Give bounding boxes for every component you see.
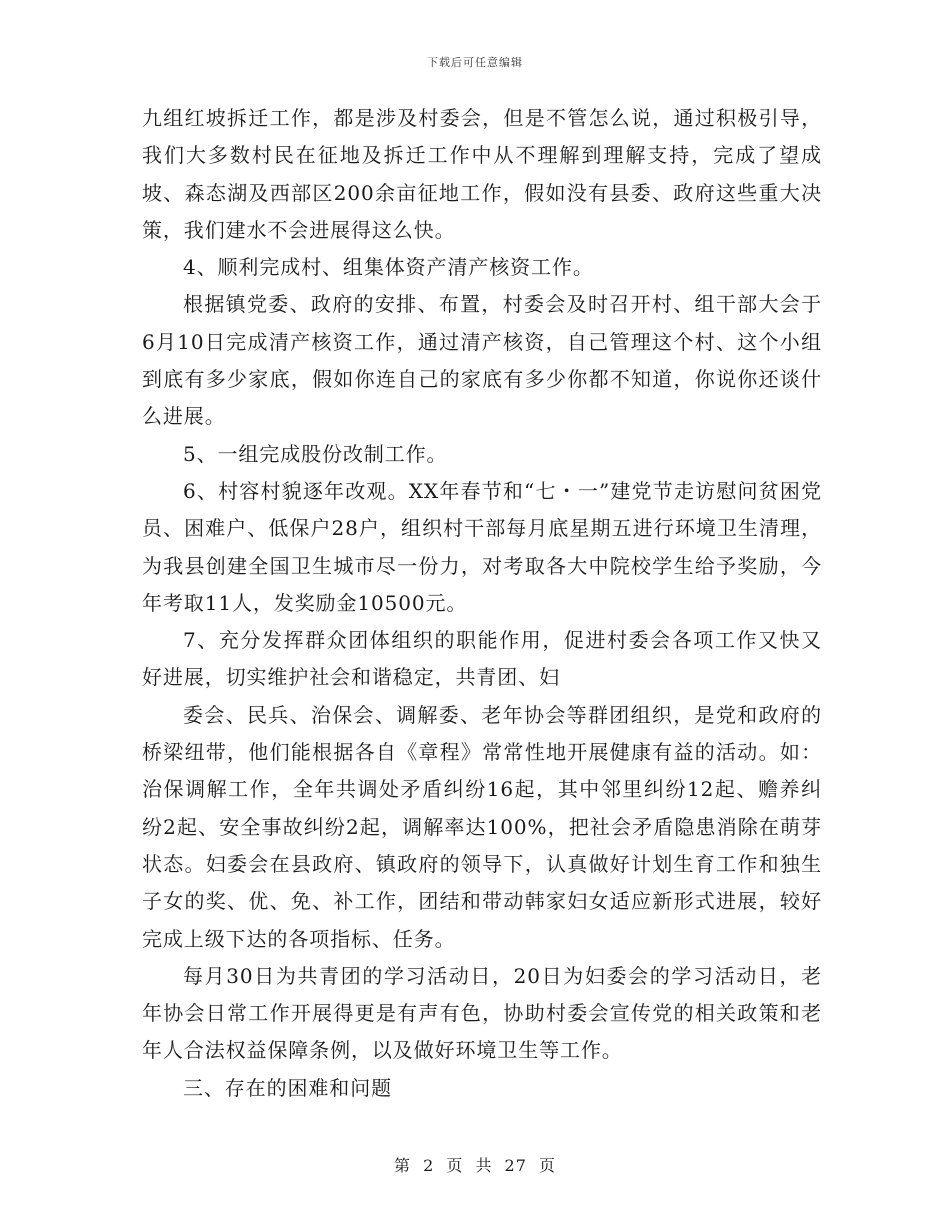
paragraph-2: 4、顺利完成村、组集体资产清产核资工作。 xyxy=(183,255,594,280)
section-heading: 三、存在的困难和问题 xyxy=(183,1075,392,1100)
paragraph-7: 委会、民兵、治保会、调解委、老年协会等群团组织，是党和政府的桥梁纽带，他们能根据各自《章程》常常性地开展健康有益的活动。如：治保调解工作，全年共调处矛盾纠纷16起，其中邻里纠纷12起、赡养纠纷2起、安全事故纠纷2起，调解率达100%，把社会矛盾隐患消除在萌芽状态。妇委会在县政府、镇政府的领导下，认真做好计划生育工作和独生子女的奖、优、免、补工作，团结和带动韩家妇女适应新形式进展，较好完成上级下达的各项指标、任务。 xyxy=(142,702,822,951)
paragraph-3: 根据镇党委、政府的安排、布置，村委会及时召开村、组干部大会于6月10日完成清产核资工作，通过清产核资，自己管理这个村、这个小组到底有多少家底，假如你连自己的家底有多少你都不知道，你说你还谈什么进展。 xyxy=(142,292,822,429)
paragraph-5: 6、村容村貌逐年改观。XX年春节和“七・一”建党节走访慰问贫困党员、困难户、低保户28户，组织村干部每月底星期五进行环境卫生清理，为我县创建全国卫生城市尽一份力，对考取各大中院校学生给予奖励，今年考取11人，发奖励金10500元。 xyxy=(142,478,822,615)
paragraph-8: 每月30日为共青团的学习活动日，20日为妇委会的学习活动日，老年协会日常工作开展得更是有声有色，协助村委会宣传党的相关政策和老年人合法权益保障条例，以及做好环境卫生等工作。 xyxy=(142,963,822,1063)
page-number: 第 2 页 共 27 页 xyxy=(394,1156,556,1175)
paragraph-6: 7、充分发挥群众团体组织的职能作用，促进村委会各项工作又快又好进展，切实维护社会和谐稳定，共青团、妇 xyxy=(142,628,822,690)
paragraph-1: 九组红坡拆迁工作，都是涉及村委会，但是不管怎么说，通过积极引导，我们大多数村民在征地及拆迁工作中从不理解到理解支持，完成了望成坡、森态湖及西部区200余亩征地工作，假如没有县委、政府这些重大决策，我们建水不会进展得这么快。 xyxy=(142,106,822,242)
paragraph-4: 5、一组完成股份改制工作。 xyxy=(183,441,448,466)
page-header: 下载后可任意编辑 xyxy=(427,56,523,69)
document-body xyxy=(142,100,822,1107)
